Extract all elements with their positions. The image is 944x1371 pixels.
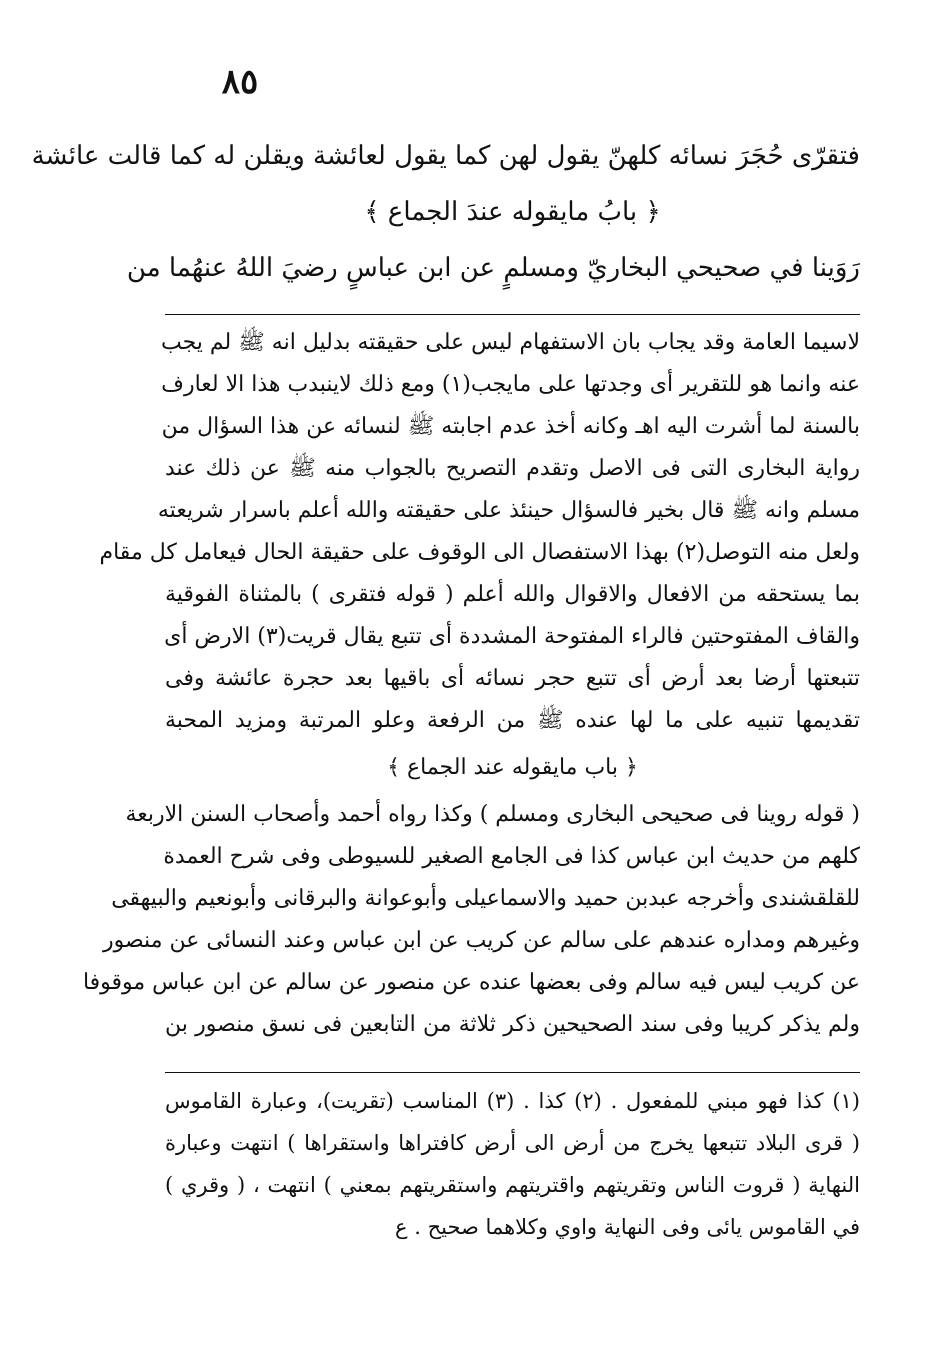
commentary-line: كلهم من حديث ابن عباس كذا فى الجامع الصغير للسيوطى وفى شرح العمدة (163, 844, 860, 869)
commentary-line: والقاف المفتوحتين فالراء المفتوحة المشددة أى تتبع يقال قريت(٣) الارض أى (164, 624, 860, 649)
footnote-separator-rule (165, 1072, 860, 1073)
footnote-line: النهاية ( قروت الناس وتقريتهم واقتريتهم واستقريتهم بمعني ) انتهت ، ( وقري ) (165, 1173, 860, 1197)
commentary-line: ولم يذكر كريبا وفى سند الصحيحين ذكر ثلاثة من التابعين فى نسق منصور بن (165, 1012, 860, 1037)
main-text (31, 128, 860, 296)
separator-rule (165, 314, 860, 315)
commentary-line: ولعل منه التوصل(٢) بهذا الاستفصال الى الوقوف على حقيقة الحال فيعامل كل مقام (99, 540, 860, 565)
commentary-line: عن كريب ليس فيه سالم وفى بعضها عنده عن منصور عن سالم عن ابن عباس موقوفا (82, 970, 860, 995)
commentary-line: بالسنة لما أشرت اليه اهـ وكانه أخذ عدم اجابته ﷺ لنسائه عن هذا السؤال من (161, 414, 860, 439)
commentary-line: تقديمها تنبيه على ما لها عنده ﷺ من الرفعة وعلو المرتبة ومزيد المحبة (165, 708, 860, 733)
commentary-line: لاسيما العامة وقد يجاب بان الاستفهام ليس على حقيقته بدليل انه ﷺ لم يجب (160, 330, 860, 355)
commentary-line: تتبعتها أرضا بعد أرض أى تتبع حجر نسائه أى باقيها بعد حجرة عائشة وفى (165, 666, 860, 691)
footnote-line: في القاموس يائى وفى النهاية واوي وكلاهما صحيح . ع (395, 1215, 860, 1239)
commentary-line: عنه وانما هو للتقرير أى وجدتها على مايجب(١) ومع ذلك لاينبدب هذا الا لعارف (161, 372, 860, 397)
commentary-line: وغيرهم ومداره عندهم على سالم عن كريب عن ابن عباس وعند النسائى عن منصور (102, 928, 860, 953)
footnote-line: (١) كذا فهو مبني للمفعول . (٢) كذا . (٣) المناسب (تقريت)، وعبارة القاموس (165, 1089, 860, 1113)
commentary-text (82, 322, 860, 1046)
footnotes (165, 1080, 860, 1248)
commentary-line: بما يستحقه من الافعال والاقوال والله أعلم ( قوله فتقرى ) بالمثناة الفوقية (165, 582, 860, 607)
footnote-line: ( قرى البلاد تتبعها يخرج من أرض الى أرض كافتراها واستقراها ) انتهت وعبارة (165, 1131, 860, 1155)
page-number: ٨٥ (221, 62, 259, 102)
commentary-line: مسلم وانه ﷺ قال بخير فالسؤال حينئذ على حقيقته والله أعلم باسرار شريعته (157, 498, 860, 523)
main-text-line: رَوَينا في صحيحي البخاريّ ومسلمٍ عن ابن عباسٍ رضيَ اللهُ عنهُما من (126, 253, 860, 283)
commentary-line: ( قوله روينا فى صحيحى البخارى ومسلم ) وكذا رواه أحمد وأصحاب السنن الاربعة (125, 802, 860, 827)
commentary-line: رواية البخارى التى فى الاصل وتقدم التصريح بالجواب منه ﷺ عن ذلك عند (165, 456, 860, 481)
main-text-line: فتقرّى حُجَرَ نسائه كلهنّ يقول لهن كما يقول لعائشة ويقلن له كما قالت عائشة (31, 141, 860, 171)
chapter-title: ﴿ بابُ مايقوله عندَ الجماع ﴾ (364, 197, 661, 227)
commentary-section-title: ﴿ باب مايقوله عند الجماع ﴾ (387, 755, 638, 780)
commentary-line: للقلقشندى وأخرجه عبدبن حميد والاسماعيلى وأبوعوانة والبرقانى وأبونعيم والبيهقى (111, 886, 860, 911)
